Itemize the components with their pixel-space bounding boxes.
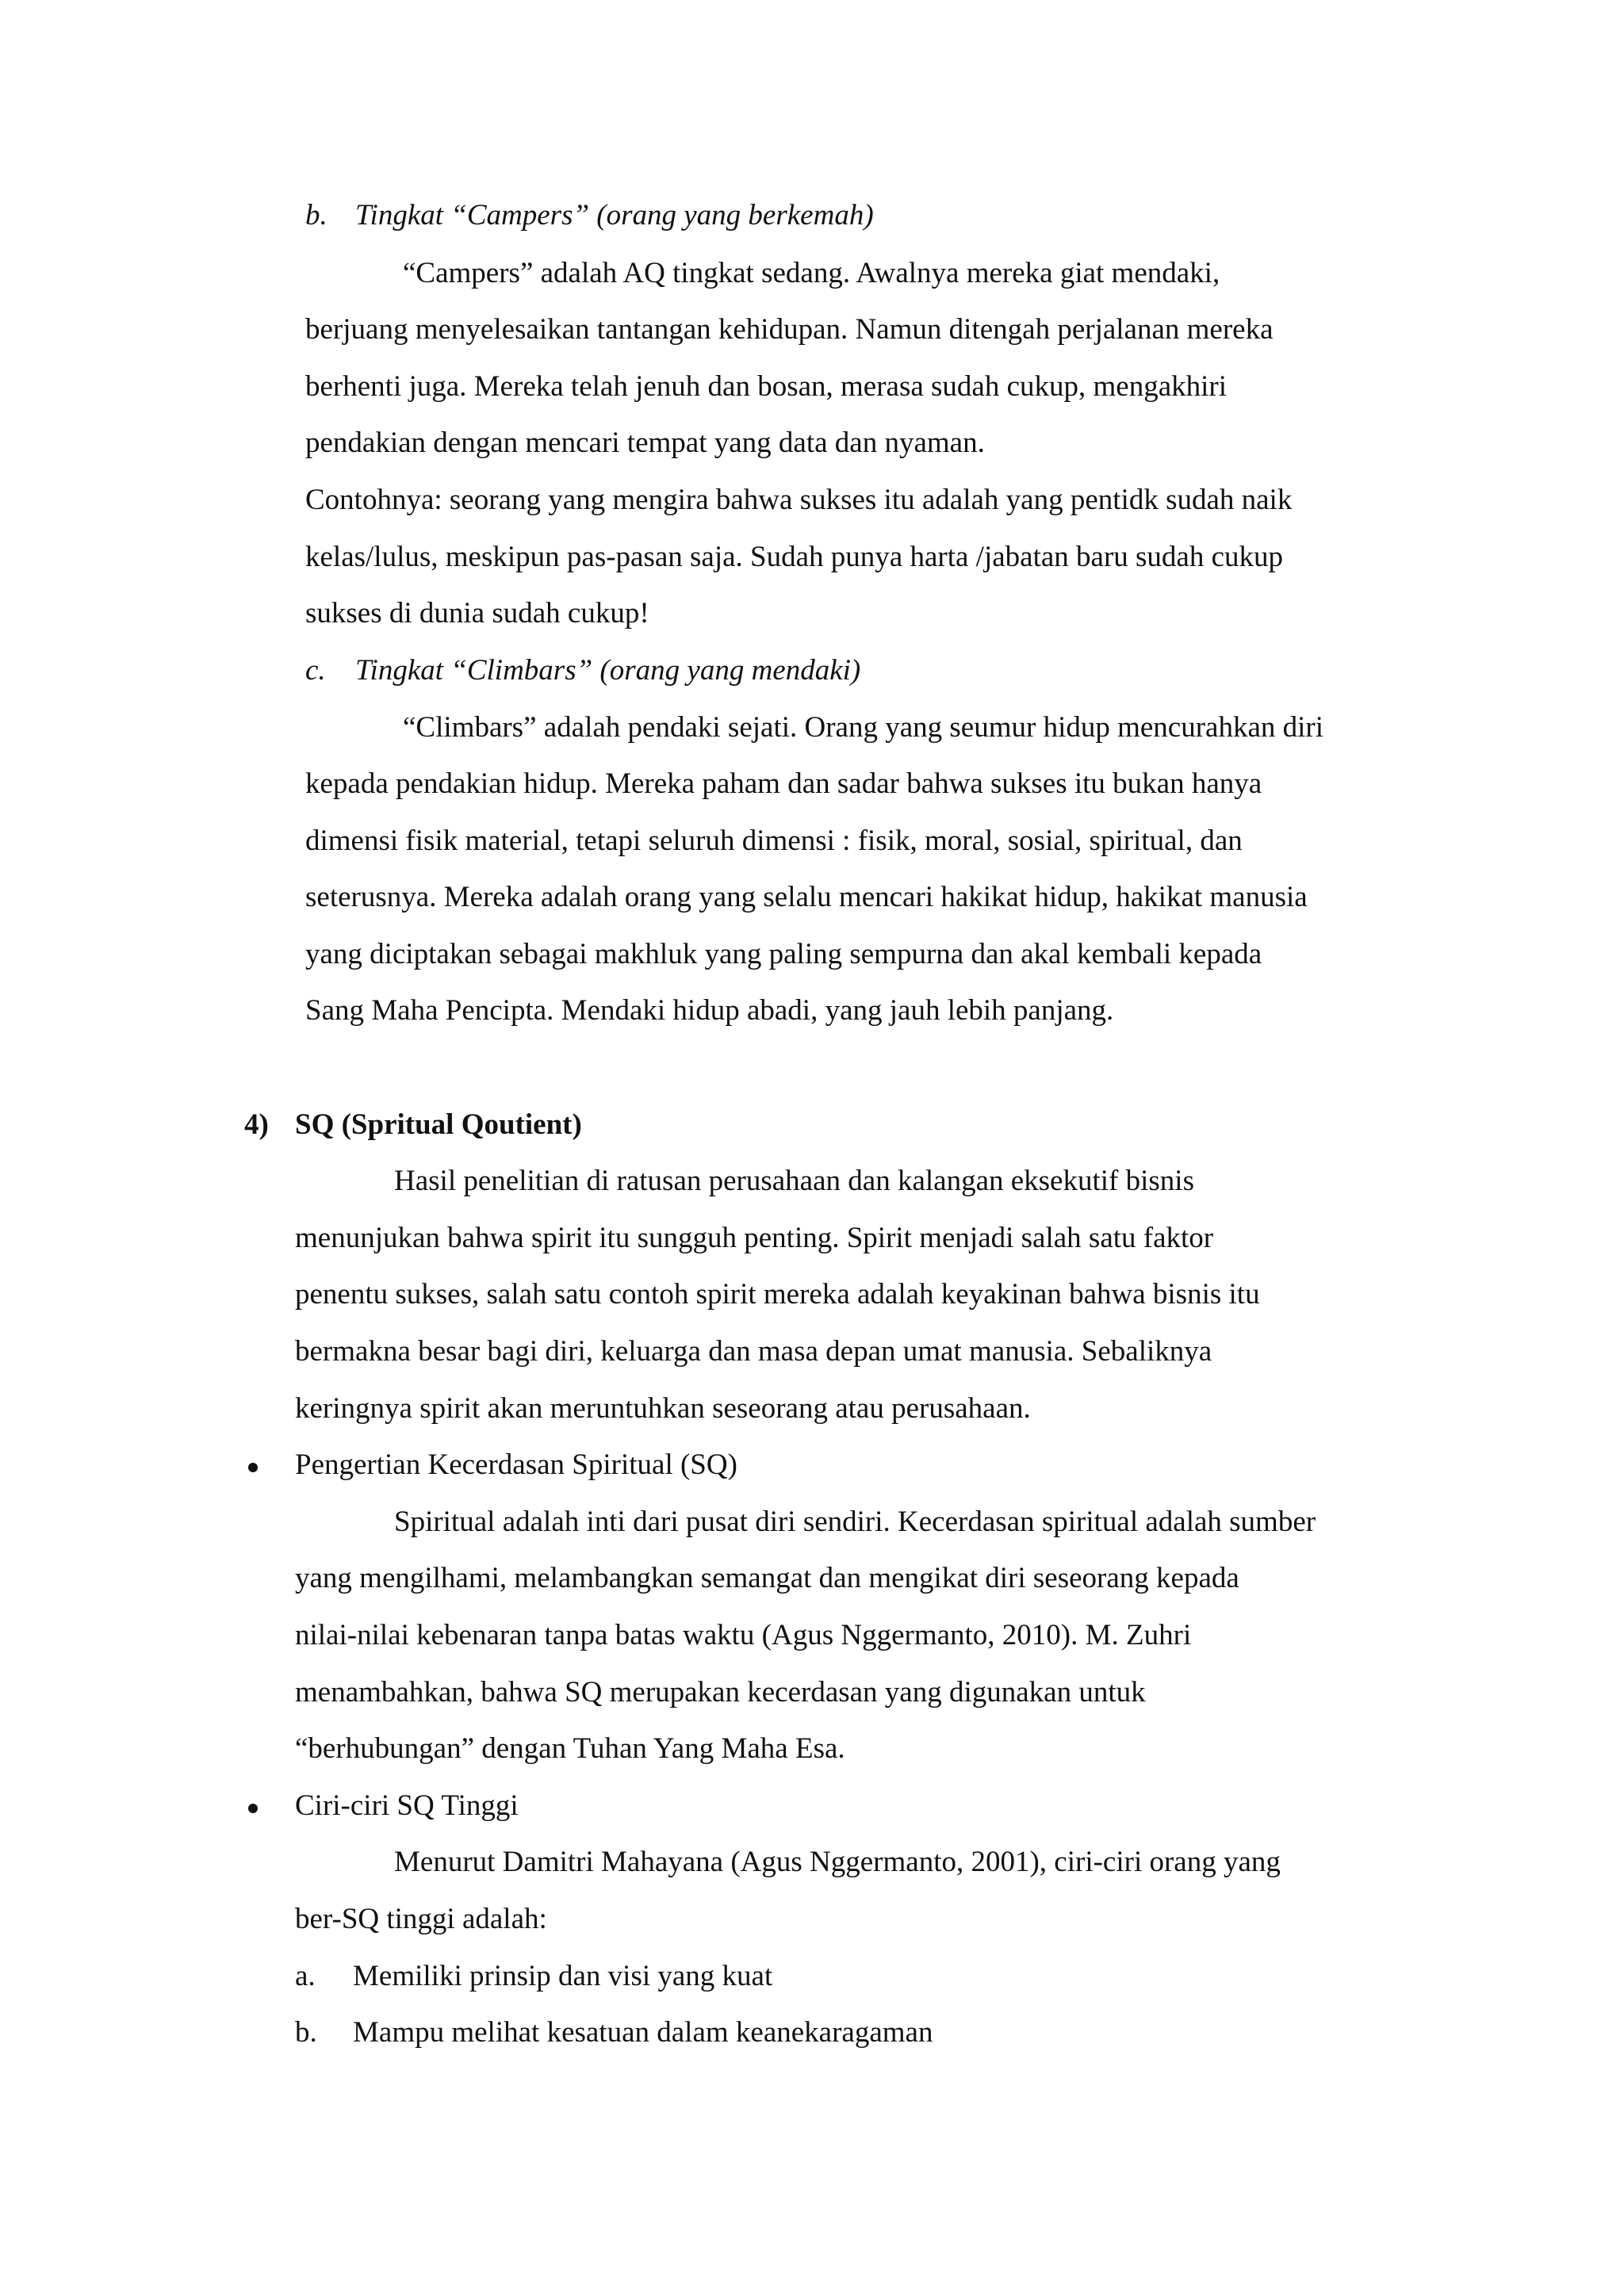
bullet-1-line-2: yang mengilhami, melambangkan semangat dan mengikat diri seseorang kepada <box>295 1562 1239 1594</box>
section-b-line-2: berjuang menyelesaikan tantangan kehidupan. Namun ditengah perjalanan mereka <box>305 313 1274 346</box>
section-c-line-2: kepada pendakian hidup. Mereka paham dan sadar bahwa sukses itu bukan hanya <box>305 767 1262 800</box>
bullet-1-line-1: Spiritual adalah inti dari pusat diri sendiri. Kecerdasan spiritual adalah sumber <box>394 1506 1316 1538</box>
section-c-line-5: yang diciptakan sebagai makhluk yang paling sempurna dan akal kembali kepada <box>305 938 1262 970</box>
section-b-heading: Tingkat “Campers” (orang yang berkemah) <box>355 199 874 232</box>
section-c-line-4: seterusnya. Mereka adalah orang yang selalu mencari hakikat hidup, hakikat manusia <box>305 881 1308 913</box>
bullet-2-heading: Ciri-ciri SQ Tinggi <box>295 1789 519 1822</box>
bullet-2-line-2: ber-SQ tinggi adalah: <box>295 1903 547 1935</box>
section-4-line-4: bermakna besar bagi diri, keluarga dan masa depan umat manusia. Sebaliknya <box>295 1335 1212 1368</box>
list-item-a-marker: a. <box>295 1960 316 1992</box>
bullet-1-line-5: “berhubungan” dengan Tuhan Yang Maha Esa. <box>295 1732 845 1765</box>
list-item-b-text: Mampu melihat kesatuan dalam keanekaragaman <box>353 2016 933 2049</box>
section-b-line-3: berhenti juga. Mereka telah jenuh dan bosan, merasa sudah cukup, mengakhiri <box>305 370 1228 403</box>
section-4-marker: 4) <box>244 1108 269 1141</box>
section-4-line-3: penentu sukses, salah satu contoh spirit mereka adalah keyakinan bahwa bisnis itu <box>295 1278 1260 1311</box>
section-b-line-4: pendakian dengan mencari tempat yang data dan nyaman. <box>305 427 985 459</box>
section-4-heading: SQ (Spritual Qoutient) <box>295 1108 582 1141</box>
section-c-line-3: dimensi fisik material, tetapi seluruh dimensi : fisik, moral, sosial, spiritual, dan <box>305 825 1243 857</box>
section-c-heading: Tingkat “Climbars” (orang yang mendaki) <box>355 654 861 687</box>
bullet-1-heading: Pengertian Kecerdasan Spiritual (SQ) <box>295 1448 737 1481</box>
section-4-line-5: keringnya spirit akan meruntuhkan seseorang atau perusahaan. <box>295 1392 1031 1425</box>
section-c-line-6: Sang Maha Pencipta. Mendaki hidup abadi, yang jauh lebih panjang. <box>305 994 1114 1027</box>
section-4-line-1: Hasil penelitian di ratusan perusahaan dan kalangan eksekutif bisnis <box>394 1165 1194 1197</box>
section-b-marker: b. <box>305 199 327 232</box>
bullet-1-line-4: menambahkan, bahwa SQ merupakan kecerdasan yang digunakan untuk <box>295 1676 1146 1709</box>
section-b-example-1: Contohnya: seorang yang mengira bahwa sukses itu adalah yang pentidk sudah naik <box>305 484 1293 516</box>
section-b-example-2: kelas/lulus, meskipun pas-pasan saja. Sudah punya harta /jabatan baru sudah cukup <box>305 541 1284 573</box>
list-item-b-marker: b. <box>295 2016 317 2049</box>
bullet-1-line-3: nilai-nilai kebenaran tanpa batas waktu (Agus Nggermanto, 2010). M. Zuhri <box>295 1619 1192 1651</box>
bullet-icon <box>248 1804 258 1813</box>
bullet-icon <box>248 1463 258 1472</box>
section-c-marker: c. <box>305 654 326 687</box>
list-item-a-text: Memiliki prinsip dan visi yang kuat <box>353 1960 773 1992</box>
section-c-line-1: “Climbars” adalah pendaki sejati. Orang yang seumur hidup mencurahkan diri <box>403 711 1324 744</box>
section-4-line-2: menunjukan bahwa spirit itu sungguh penting. Spirit menjadi salah satu faktor <box>295 1222 1214 1254</box>
section-b-line-1: “Campers” adalah AQ tingkat sedang. Awalnya mereka giat mendaki, <box>403 257 1220 289</box>
bullet-2-line-1: Menurut Damitri Mahayana (Agus Nggermanto, 2001), ciri-ciri orang yang <box>394 1846 1281 1878</box>
section-b-example-3: sukses di dunia sudah cukup! <box>305 597 649 629</box>
